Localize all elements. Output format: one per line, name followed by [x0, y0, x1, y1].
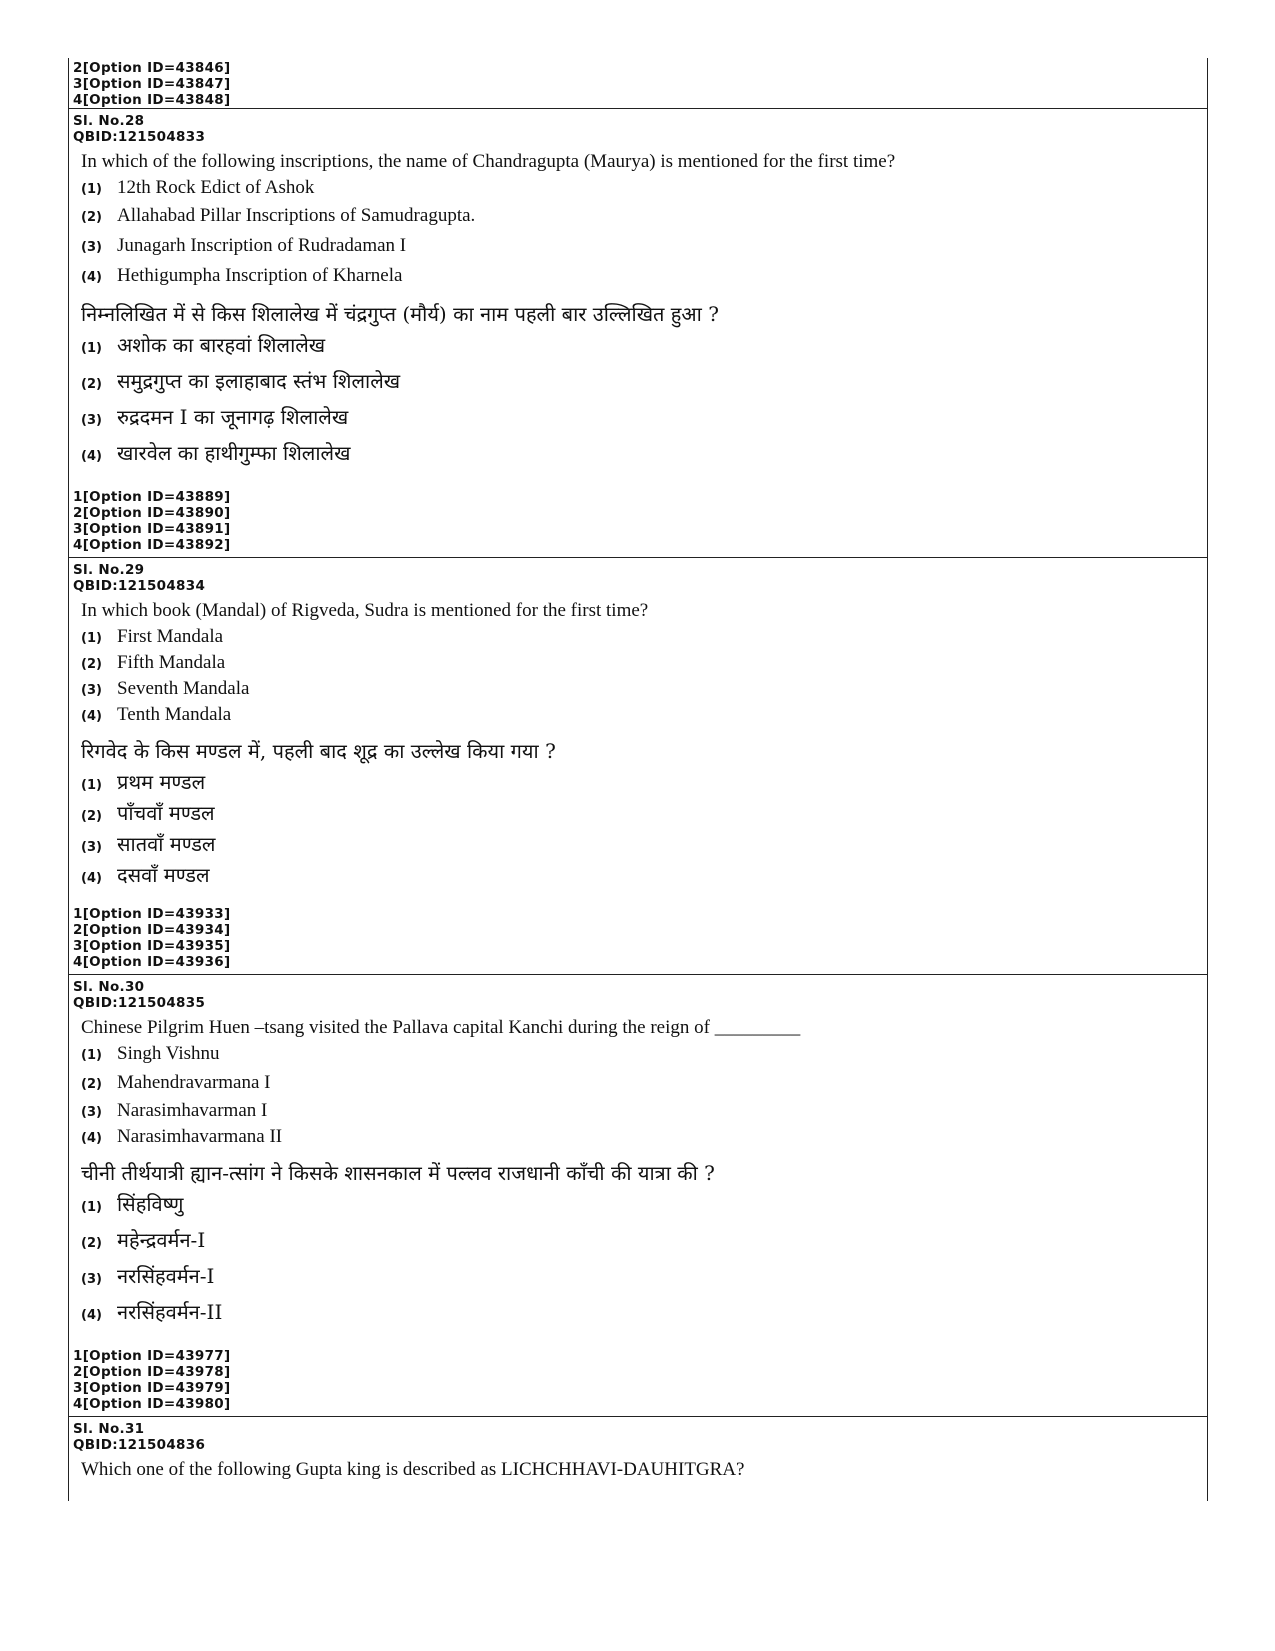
serial-number: Sl. No.28	[73, 113, 145, 129]
option-id-line: 1[Option ID=43977]	[73, 1348, 231, 1364]
hindi-options	[81, 331, 1201, 475]
option-id-line: 4[Option ID=43936]	[73, 954, 231, 970]
option	[81, 205, 1201, 235]
option-number: (2)	[81, 377, 102, 392]
option-id-line: 1[Option ID=43889]	[73, 489, 231, 505]
option-text: Hethigumpha Inscription of Kharnela	[117, 265, 403, 286]
option-number: (1)	[81, 341, 102, 356]
option-number: (1)	[81, 1200, 102, 1215]
option-text: रुद्रदमन I का जूनागढ़ शिलालेख	[117, 405, 349, 429]
option-number: (1)	[81, 1048, 102, 1063]
option-ids	[73, 489, 1201, 557]
option-text: प्रथम मण्डल	[117, 770, 206, 794]
english-options	[81, 177, 1201, 293]
option	[81, 678, 1201, 704]
option-number: (3)	[81, 683, 102, 698]
option-text: Allahabad Pillar Inscriptions of Samudragupta.	[117, 205, 476, 226]
option	[81, 704, 1201, 730]
option	[81, 830, 1201, 861]
option-id-line: 4[Option ID=43892]	[73, 537, 231, 553]
english-question: Chinese Pilgrim Huen –tsang visited the Pallava capital Kanchi during the reign of _________	[81, 1017, 801, 1038]
english-options	[81, 626, 1201, 730]
hindi-question: रिगवेद के किस मण्डल में, पहली बाद शूद्र का उल्लेख किया गया ?	[81, 739, 556, 763]
qbid: QBID:121504834	[73, 578, 206, 594]
option-number: (3)	[81, 413, 102, 428]
option	[81, 235, 1201, 265]
option-number: (2)	[81, 657, 102, 672]
option-number: (4)	[81, 871, 102, 886]
option-text: Narasimhavarmana II	[117, 1126, 283, 1147]
option-text: Fifth Mandala	[117, 652, 226, 673]
question-block-30	[68, 975, 1208, 1417]
option	[81, 1262, 1201, 1298]
option-number: (3)	[81, 1105, 102, 1120]
option	[81, 403, 1201, 439]
qbid: QBID:121504836	[73, 1437, 206, 1453]
option-id-line: 2[Option ID=43846]	[73, 60, 231, 76]
option	[81, 626, 1201, 652]
serial-number: Sl. No.30	[73, 979, 145, 995]
question-block-29	[68, 558, 1208, 975]
english-question: In which of the following inscriptions, the name of Chandragupta (Maurya) is mentioned for the first time?	[81, 151, 896, 172]
option-text: नरसिंहवर्मन-II	[117, 1300, 223, 1324]
option-number: (1)	[81, 778, 102, 793]
option-id-line: 3[Option ID=43847]	[73, 76, 231, 92]
option-ids	[73, 1348, 1201, 1416]
option-number: (4)	[81, 1308, 102, 1323]
option-text: सिंहविष्णु	[117, 1192, 184, 1216]
option-text: सातवाँ मण्डल	[117, 832, 216, 856]
exam-page	[68, 58, 1208, 1501]
option-text: Junagarh Inscription of Rudradaman I	[117, 235, 407, 256]
hindi-question: निम्नलिखित में से किस शिलालेख में चंद्रगुप्त (मौर्य) का नाम पहली बार उल्लिखित हुआ ?	[81, 302, 719, 326]
option	[81, 1072, 1201, 1100]
qbid: QBID:121504833	[73, 129, 206, 145]
option-id-line: 3[Option ID=43979]	[73, 1380, 231, 1396]
option-number: (1)	[81, 631, 102, 646]
option-text: महेन्द्रवर्मन-I	[117, 1228, 206, 1252]
option-number: (3)	[81, 240, 102, 255]
option	[81, 439, 1201, 475]
option-id-line: 2[Option ID=43934]	[73, 922, 231, 938]
option	[81, 331, 1201, 367]
option-number: (2)	[81, 1077, 102, 1092]
option-number: (3)	[81, 840, 102, 855]
option-number: (2)	[81, 809, 102, 824]
option	[81, 1043, 1201, 1072]
option-text: नरसिंहवर्मन-I	[117, 1264, 215, 1288]
option	[81, 1190, 1201, 1226]
option-text: Singh Vishnu	[117, 1043, 220, 1064]
option-text: First Mandala	[117, 626, 224, 647]
option-number: (2)	[81, 1236, 102, 1251]
option-number: (4)	[81, 270, 102, 285]
english-question: Which one of the following Gupta king is described as LICHCHHAVI-DAUHITGRA?	[81, 1459, 745, 1480]
hindi-options	[81, 1190, 1201, 1334]
option-id-line: 2[Option ID=43978]	[73, 1364, 231, 1380]
serial-number: Sl. No.29	[73, 562, 145, 578]
english-options	[81, 1043, 1201, 1152]
option-text: अशोक का बारहवां शिलालेख	[117, 333, 326, 357]
option	[81, 1126, 1201, 1152]
option-text: 12th Rock Edict of Ashok	[117, 177, 315, 198]
option-id-line: 4[Option ID=43848]	[73, 92, 231, 108]
serial-number: Sl. No.31	[73, 1421, 145, 1437]
option-text: समुद्रगुप्त का इलाहाबाद स्तंभ शिलालेख	[117, 369, 401, 393]
option-number: (4)	[81, 449, 102, 464]
option-number: (2)	[81, 210, 102, 225]
option-text: पाँचवाँ मण्डल	[117, 801, 215, 825]
option-text: Mahendravarmana I	[117, 1072, 271, 1093]
qbid: QBID:121504835	[73, 995, 206, 1011]
option	[81, 1100, 1201, 1126]
option-number: (3)	[81, 1272, 102, 1287]
option-id-line: 4[Option ID=43980]	[73, 1396, 231, 1412]
option-ids	[73, 906, 1201, 974]
option-text: दसवाँ मण्डल	[117, 863, 210, 887]
option	[81, 177, 1201, 205]
option-number: (4)	[81, 709, 102, 724]
option-text: Seventh Mandala	[117, 678, 250, 699]
english-question: In which book (Mandal) of Rigveda, Sudra is mentioned for the first time?	[81, 600, 649, 621]
option	[81, 768, 1201, 799]
option-id-line: 3[Option ID=43935]	[73, 938, 231, 954]
question-block-31	[68, 1417, 1208, 1501]
option-id-line: 1[Option ID=43933]	[73, 906, 231, 922]
option	[81, 265, 1201, 293]
previous-question-tail	[68, 58, 1208, 109]
option	[81, 861, 1201, 892]
option-text: Tenth Mandala	[117, 704, 232, 725]
hindi-options	[81, 768, 1201, 892]
option	[81, 799, 1201, 830]
hindi-question: चीनी तीर्थयात्री ह्यान-त्सांग ने किसके शासनकाल में पल्लव राजधानी काँची की यात्रा की ?	[81, 1161, 715, 1185]
option	[81, 1298, 1201, 1334]
option-id-line: 2[Option ID=43890]	[73, 505, 231, 521]
option-text: Narasimhavarman I	[117, 1100, 268, 1121]
option-number: (4)	[81, 1131, 102, 1146]
question-block-28	[68, 109, 1208, 558]
option-id-line: 3[Option ID=43891]	[73, 521, 231, 537]
option	[81, 1226, 1201, 1262]
option-text: खारवेल का हाथीगुम्फा शिलालेख	[117, 441, 351, 465]
option-number: (1)	[81, 182, 102, 197]
option	[81, 367, 1201, 403]
option	[81, 652, 1201, 678]
